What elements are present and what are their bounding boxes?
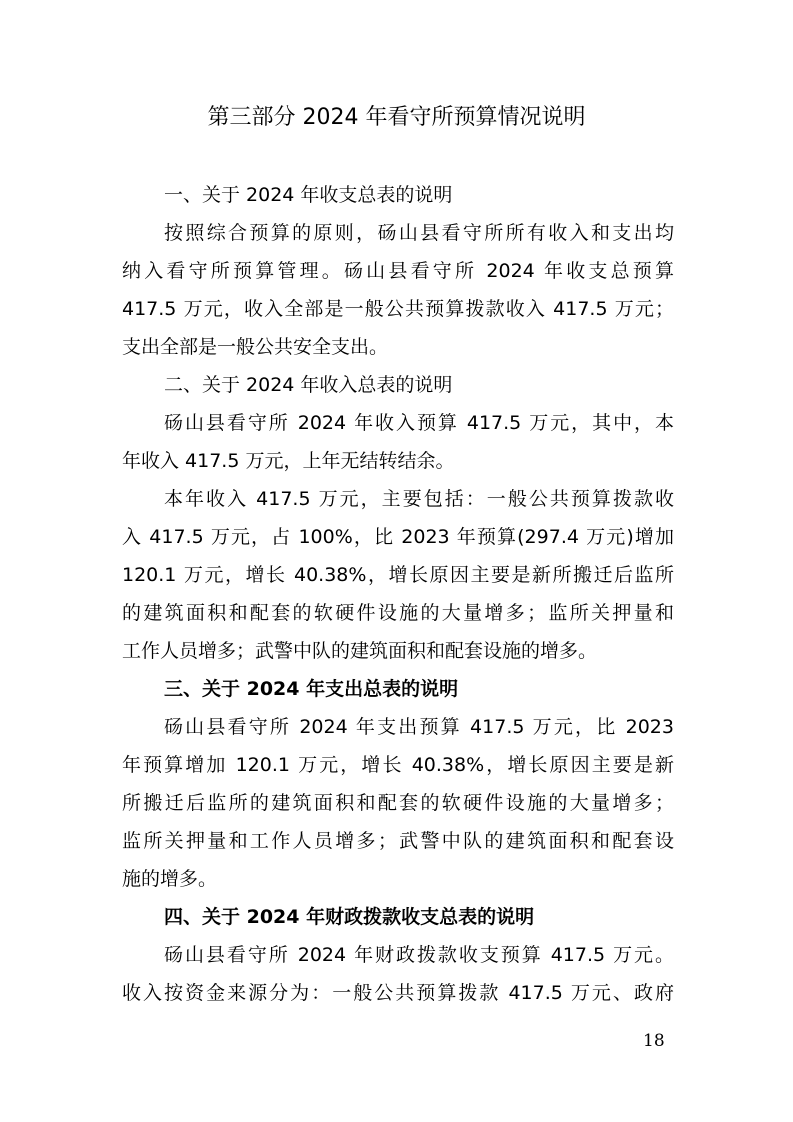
section-heading-3: 三、关于 2024 年支出总表的说明 <box>164 678 459 700</box>
text-line: 支出全部是一般公共安全支出。 <box>122 336 389 358</box>
text-line: 砀山县看守所 2024 年财政拨款收支预算 417.5 万元。 <box>164 944 674 966</box>
text-line: 纳入看守所预算管理。砀山县看守所 2024 年收支总预算 <box>122 260 674 282</box>
section-2-paragraph-1 <box>122 404 674 480</box>
section-2-paragraph-2 <box>122 480 674 670</box>
section-heading-4: 四、关于 2024 年财政拨款收支总表的说明 <box>164 906 535 928</box>
page-number: 18 <box>643 1031 665 1051</box>
text-line: 工作人员增多；武警中队的建筑面积和配套设施的增多。 <box>122 640 598 662</box>
text-line: 砀山县看守所 2024 年支出预算 417.5 万元，比 2023 <box>164 716 674 738</box>
text-line: 监所关押量和工作人员增多；武警中队的建筑面积和配套设 <box>122 830 674 852</box>
document-body <box>122 176 674 1012</box>
section-heading-2: 二、关于 2024 年收入总表的说明 <box>164 374 453 396</box>
text-line: 417.5 万元，收入全部是一般公共预算拨款收入 417.5 万元； <box>122 298 674 320</box>
section-1-paragraph-1 <box>122 214 674 366</box>
text-line: 年预算增加 120.1 万元，增长 40.38%，增长原因主要是新 <box>122 754 674 776</box>
page-title: 第三部分 2024 年看守所预算情况说明 <box>207 105 586 130</box>
text-line: 施的增多。 <box>122 868 218 890</box>
section-3-paragraph-1 <box>122 708 674 898</box>
text-line: 按照综合预算的原则，砀山县看守所所有收入和支出均 <box>164 222 674 244</box>
text-line: 的建筑面积和配套的软硬件设施的大量增多；监所关押量和 <box>122 602 674 624</box>
text-line: 砀山县看守所 2024 年收入预算 417.5 万元，其中，本 <box>164 412 674 434</box>
text-line: 120.1 万元，增长 40.38%，增长原因主要是新所搬迁后监所 <box>122 564 674 586</box>
text-line: 年收入 417.5 万元，上年无结转结余。 <box>122 450 455 472</box>
text-line: 入 417.5 万元，占 100%，比 2023 年预算(297.4 万元)增加 <box>122 526 674 548</box>
text-line: 本年收入 417.5 万元，主要包括：一般公共预算拨款收 <box>164 488 674 510</box>
section-4-paragraph-1 <box>122 936 674 1012</box>
section-heading-1: 一、关于 2024 年收支总表的说明 <box>164 184 453 206</box>
text-line: 所搬迁后监所的建筑面积和配套的软硬件设施的大量增多； <box>122 792 674 814</box>
text-line: 收入按资金来源分为：一般公共预算拨款 417.5 万元、政府 <box>122 982 674 1004</box>
